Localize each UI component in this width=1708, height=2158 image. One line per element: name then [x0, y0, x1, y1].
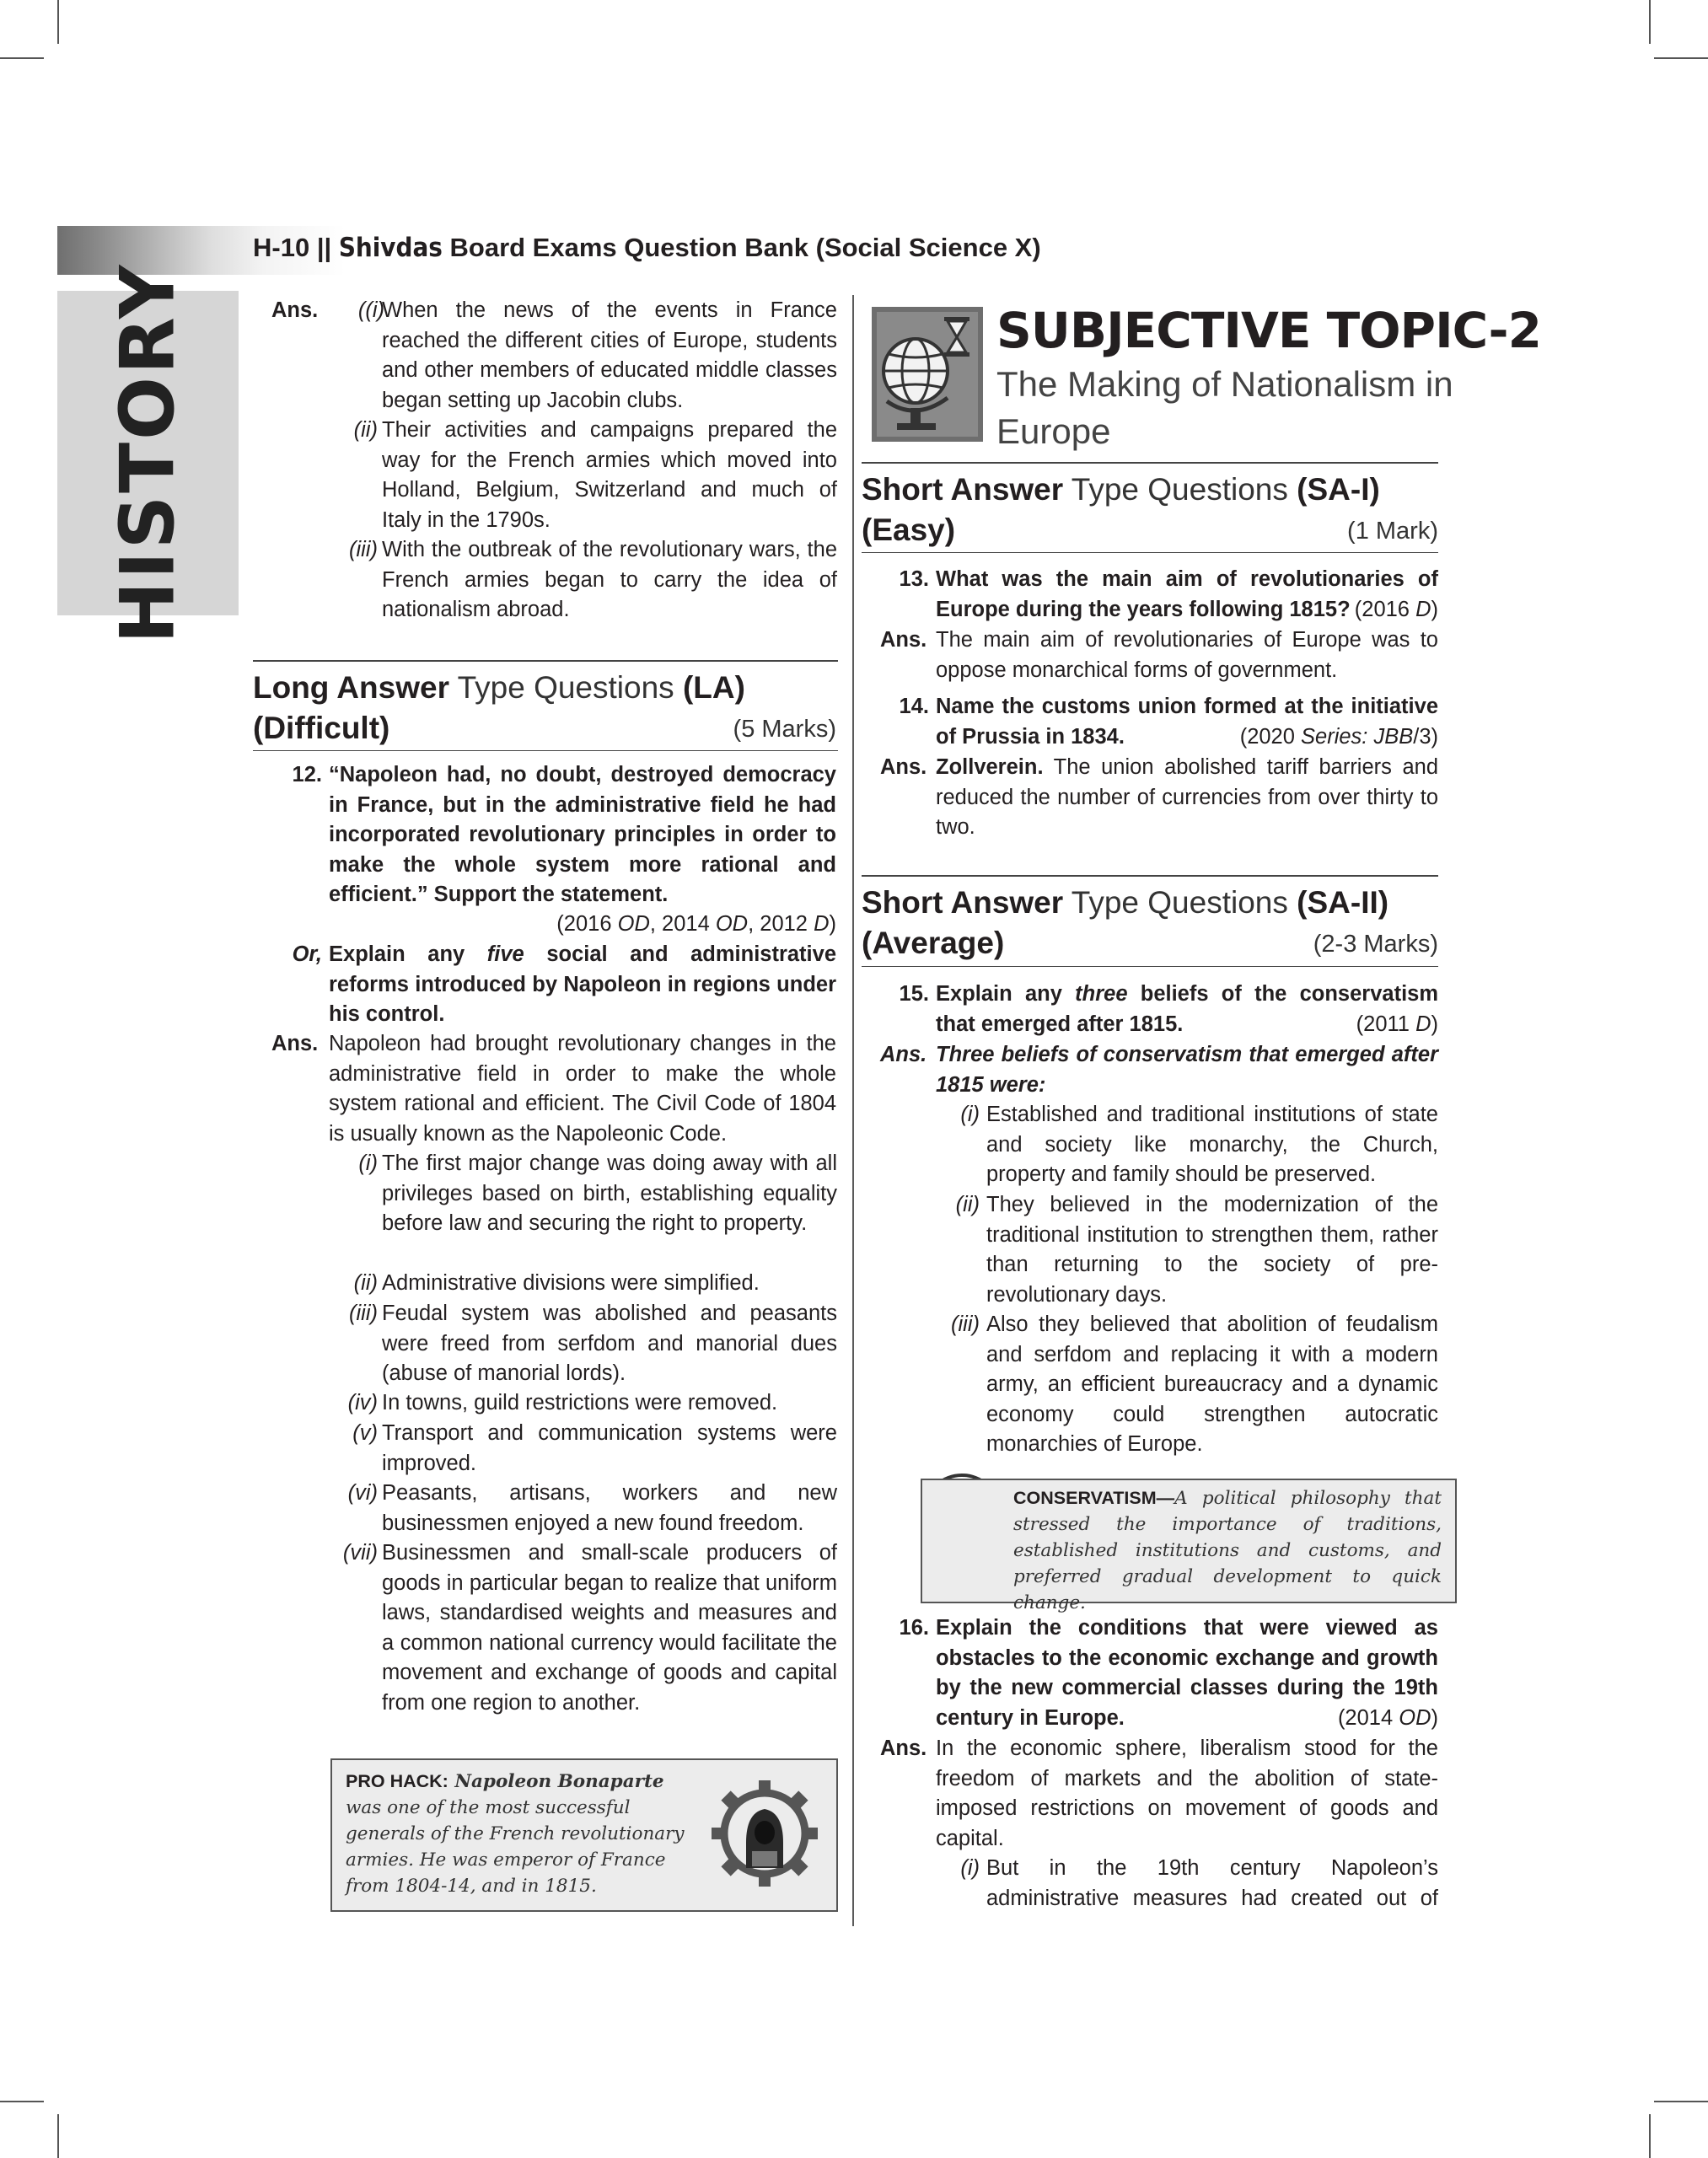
crop-mark	[1649, 0, 1651, 44]
topic-subtitle: The Making of Nationalism in Europe	[996, 364, 1453, 451]
answer-label: Ans.	[880, 1737, 927, 1760]
answer-point: Also they believed that abolition of feudalism and serfdom and replacing it with a modern army, an efficient bureaucracy and a dynamic economy could strengthen autocratic monarchies of Europe.	[986, 1313, 1438, 1456]
answer-point: Administrative divisions were simplified.	[382, 1271, 760, 1295]
question-source: (2020 Series: JBB/3)	[1239, 725, 1438, 749]
point-num: (v)	[352, 1421, 378, 1445]
section-rule	[862, 552, 1438, 553]
question-text: What was the main aim of revolutionaries of Europe during the years following 1815?	[936, 567, 1438, 621]
answer-text: In the economic sphere, liberalism stood for the freedom of markets and the abolition of state-imposed restrictions on movement of goods and capital.	[936, 1737, 1438, 1850]
section-marks: (1 Mark)	[1347, 518, 1438, 545]
crop-mark	[1654, 57, 1708, 59]
column-divider	[852, 295, 854, 1926]
question-source: (2016 OD, 2014 OD, 2012 D)	[556, 912, 836, 936]
question-number: 12.	[292, 763, 322, 786]
pro-hack-box	[330, 1758, 838, 1912]
answer-point: Transport and communication systems were improved.	[382, 1421, 837, 1475]
answer-text: The main aim of revolutionaries of Europe was to oppose monarchical forms of government.	[936, 628, 1438, 682]
answer-point: When the news of the events in France reached the different cities of Europe, students and other members of educated middle classes began setting up Jacobin clubs.	[382, 298, 837, 412]
page-number: H-10	[253, 233, 310, 262]
question-text: Explain any five social and administrative reforms introduced by Napoleon in regions under his control.	[329, 942, 836, 1026]
crop-mark	[57, 0, 59, 44]
point-num: (iv)	[347, 1391, 378, 1415]
crop-mark	[57, 2114, 59, 2158]
pro-hack-label: PRO HACK:	[346, 1771, 448, 1791]
point-num: (ii)	[353, 1271, 378, 1295]
question-source: (2016 D)	[1354, 598, 1438, 621]
section-heading: Short Answer Type Questions (SA-II)	[862, 885, 1389, 920]
question-number: 13.	[899, 567, 929, 591]
crop-mark	[0, 2101, 44, 2102]
point-num: (iii)	[349, 538, 378, 561]
answer-lead: Three beliefs of conservatism that emerged after 1815 were:	[936, 1043, 1438, 1097]
conservatism-box	[921, 1479, 1457, 1613]
section-rule	[862, 462, 1438, 464]
question-number: 14.	[899, 695, 929, 718]
point-num: (i)	[960, 1103, 980, 1126]
answer-point: With the outbreak of the revolutionary wars, the French armies began to carry the idea of nationalism abroad.	[382, 538, 837, 621]
conservatism-label: CONSERVATISM—	[1013, 1488, 1175, 1508]
globe-hourglass-icon	[872, 307, 983, 442]
question-text: Name the customs union formed at the initiative of Prussia in 1834.	[936, 695, 1438, 749]
section-level: (Difficult)	[253, 711, 390, 745]
point-num: (iii)	[349, 1302, 378, 1325]
answer-label: Ans.	[271, 298, 319, 322]
side-tab-label: HISTORY	[105, 262, 191, 644]
question-source: (2014 OD)	[1337, 1706, 1438, 1730]
book-title: Board Exams Question Bank (Social Science X)	[449, 233, 1041, 262]
question-number: 16.	[899, 1616, 929, 1640]
answer-point: But in the 19th century Napoleon’s administrative measures had created out of	[986, 1856, 1438, 1910]
answer-point: They believed in the modernization of the traditional institution to strengthen them, rather than returning to the society of pre-revolutionary days.	[986, 1193, 1438, 1307]
section-marks: (2-3 Marks)	[1313, 931, 1438, 958]
section-rule	[253, 750, 838, 751]
point-num: (vii)	[342, 1541, 378, 1565]
answer-label: Ans.	[880, 1043, 927, 1066]
brand-name: Shivdas	[338, 233, 443, 263]
section-heading: Short Answer Type Questions (SA-I)	[862, 472, 1380, 507]
crop-mark	[1649, 2114, 1651, 2158]
section-heading: Long Answer Type Questions (LA)	[253, 670, 745, 705]
section-rule	[862, 966, 1438, 967]
question-text: Explain the conditions that were viewed as obstacles to the economic exchange and growth by the new commercial classes during the 19th century in Europe.	[936, 1616, 1438, 1730]
answer-point: Businessmen and small-scale producers of goods in particular began to realize that uniform laws, standardised weights and measures and a common national currency would facilitate the movement and exchange of goods and capital from one region to another.	[382, 1541, 837, 1715]
point-num: (ii)	[955, 1193, 980, 1216]
question-text: “Napoleon had, no doubt, destroyed democracy in France, but in the administrative field he had incorporated revolutionary principles in order to make the whole system more rational and efficient.” Support the statement.	[329, 763, 836, 906]
running-header	[253, 233, 1041, 263]
answer-point: In towns, guild restrictions were removed.	[382, 1391, 778, 1415]
crop-mark	[0, 57, 44, 59]
pro-hack-name: Napoleon Bonaparte	[448, 1771, 664, 1792]
section-level: (Average)	[862, 926, 1005, 960]
section-rule	[862, 875, 1438, 877]
question-text: Explain any three beliefs of the conservatism that emerged after 1815.	[936, 982, 1439, 1036]
answer-label: Ans.	[880, 628, 927, 652]
point-num: (i)	[960, 1856, 980, 1880]
point-num: ((i)	[357, 298, 384, 322]
crop-mark	[1654, 2101, 1708, 2102]
answer-point: Feudal system was abolished and peasants were freed from serfdom and manorial dues (abuse of manorial lords).	[382, 1302, 837, 1385]
question-source: (2011 D)	[1356, 1012, 1438, 1036]
header-separator: ||	[316, 233, 332, 262]
hacker-gear-icon	[708, 1777, 821, 1890]
section-rule	[253, 660, 838, 662]
answer-text: Napoleon had brought revolutionary changes in the administrative field in order to make the whole system rational and efficient. The Civil Code of 1804 is usually known as the Napoleonic Code.	[329, 1032, 836, 1146]
or-label: Or,	[292, 942, 322, 966]
point-num: (ii)	[353, 418, 378, 442]
answer-point: The first major change was doing away with all privileges based on birth, establishing equality before law and securing the right to property.	[382, 1151, 837, 1235]
point-num: (vi)	[347, 1481, 378, 1505]
answer-label: Ans.	[271, 1032, 319, 1055]
point-num: (iii)	[951, 1313, 980, 1336]
answer-point: Their activities and campaigns prepared the way for the French armies which moved into Holland, Belgium, Switzerland and much of Italy in the 1790s.	[382, 418, 837, 532]
point-num: (i)	[358, 1151, 378, 1175]
question-number: 15.	[899, 982, 929, 1006]
answer-text: Zollverein. The union abolished tariff barriers and reduced the number of currencies from over thirty to two.	[936, 755, 1438, 839]
answer-label: Ans.	[880, 755, 927, 779]
pro-hack-text: PRO HACK: Napoleon Bonaparte was one of the most successful generals of the French revolutionary armies. He was emperor of France from 1804-14, and in 1815.	[346, 1771, 685, 1897]
answer-point: Peasants, artisans, workers and new businessmen enjoyed a new found freedom.	[382, 1481, 837, 1535]
topic-title: SUBJECTIVE TOPIC-2	[996, 302, 1541, 359]
section-marks: (5 Marks)	[733, 716, 836, 743]
answer-point: Established and traditional institutions of state and society like monarchy, the Church, property and family should be preserved.	[986, 1103, 1438, 1186]
section-level: (Easy)	[862, 513, 956, 547]
conservatism-text: CONSERVATISM—A political philosophy that stressed the importance of traditions, established institutions and customs, and preferred gradual development to quick change.	[1013, 1488, 1442, 1613]
